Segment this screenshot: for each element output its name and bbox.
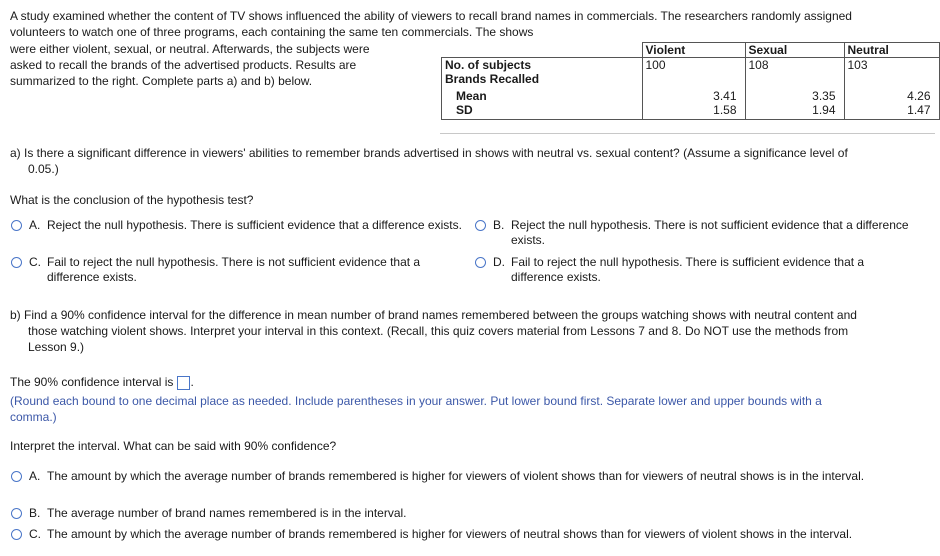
ci-hint-line-2: comma.) — [10, 410, 57, 424]
option-text: The average number of brand names remembered is in the interval. — [47, 506, 407, 520]
option-text: Fail to reject the null hypothesis. There is not sufficient evidence that a difference exists. — [47, 255, 421, 284]
subjects-violent: 100 — [642, 58, 745, 73]
mean-neutral: 4.26 — [844, 89, 939, 103]
option-text: Fail to reject the null hypothesis. There is sufficient evidence that a difference exists. — [511, 255, 865, 284]
radio-icon[interactable] — [11, 257, 22, 268]
header-violent: Violent — [642, 43, 745, 58]
option-letter: A. — [29, 469, 41, 483]
intro-line-5: summarized to the right. Complete parts a) and b) below. — [10, 74, 313, 88]
option-text: Reject the null hypothesis. There is sufficient evidence that a difference exists. — [47, 218, 462, 232]
ci-prompt: The 90% confidence interval is — [10, 375, 174, 389]
intro-line-4: asked to recall the brands of the advertised products. Results are — [10, 58, 357, 72]
radio-icon[interactable] — [475, 220, 486, 231]
part-a-question-line-1: a) Is there a significant difference in viewers' abilities to remember brands advertised in shows with neutral vs. sexual content? (Assume a significance level of — [10, 146, 848, 160]
option-text: The amount by which the average number of brands remembered is higher for viewers of violent shows than for viewers of neutral shows is in the interval. — [47, 469, 865, 483]
radio-icon[interactable] — [11, 529, 22, 540]
subjects-neutral: 103 — [844, 58, 939, 73]
part-a-option-d[interactable] — [475, 255, 915, 285]
header-neutral: Neutral — [844, 43, 939, 58]
part-a-option-a[interactable] — [11, 218, 471, 233]
option-letter: C. — [29, 255, 41, 269]
data-table — [441, 42, 940, 120]
option-letter: B. — [493, 218, 505, 232]
sd-violent: 1.58 — [642, 103, 745, 120]
part-a-option-c[interactable] — [11, 255, 471, 285]
ci-answer-input[interactable] — [177, 376, 190, 390]
part-b-question-line-1: b) Find a 90% confidence interval for the difference in mean number of brand names remembered between the groups watching shows with neutral content and — [10, 308, 857, 322]
radio-icon[interactable] — [475, 257, 486, 268]
part-a-prompt: What is the conclusion of the hypothesis test? — [10, 193, 254, 207]
row-label-mean: Mean — [442, 89, 643, 103]
part-b-question-line-3: Lesson 9.) — [28, 340, 85, 354]
ci-hint-line-1: (Round each bound to one decimal place as needed. Include parentheses in your answer. Put lower bound first. Separate lower and upper bounds with a — [10, 394, 822, 408]
section-divider — [440, 133, 935, 134]
part-a-option-b[interactable] — [475, 218, 915, 248]
intro-line-2: volunteers to watch one of three programs, each containing the same ten commercials. The shows — [10, 25, 534, 39]
part-a-question-line-2: 0.05.) — [28, 162, 59, 176]
row-label-subjects: No. of subjects — [442, 58, 643, 73]
radio-icon[interactable] — [11, 508, 22, 519]
part-b-question-line-2: those watching violent shows. Interpret your interval in this context. (Recall, this quiz covers material from Lessons 7 and 8. Do NOT use the methods from — [28, 324, 849, 338]
ci-prompt-row — [10, 375, 194, 390]
part-b-option-b[interactable] — [11, 506, 926, 521]
option-letter: C. — [29, 527, 41, 541]
header-sexual: Sexual — [745, 43, 844, 58]
part-b-option-a[interactable] — [11, 469, 891, 484]
sd-sexual: 1.94 — [745, 103, 844, 120]
row-label-brands: Brands Recalled — [442, 72, 643, 89]
mean-violent: 3.41 — [642, 89, 745, 103]
radio-icon[interactable] — [11, 471, 22, 482]
option-letter: D. — [493, 255, 505, 269]
part-b-option-c[interactable] — [11, 527, 936, 542]
option-text: Reject the null hypothesis. There is not sufficient evidence that a difference exists. — [511, 218, 909, 247]
intro-line-1: A study examined whether the content of TV shows influenced the ability of viewers to recall brand names in commercials. The researchers randomly assigned — [10, 9, 852, 23]
option-letter: B. — [29, 506, 41, 520]
radio-icon[interactable] — [11, 220, 22, 231]
subjects-sexual: 108 — [745, 58, 844, 73]
mean-sexual: 3.35 — [745, 89, 844, 103]
option-text: The amount by which the average number of brands remembered is higher for viewers of neutral shows than for viewers of violent shows in the interval. — [47, 527, 853, 541]
intro-line-3: were either violent, sexual, or neutral. Afterwards, the subjects were — [10, 42, 370, 56]
sd-neutral: 1.47 — [844, 103, 939, 120]
ci-period: . — [190, 375, 194, 389]
option-letter: A. — [29, 218, 41, 232]
row-label-sd: SD — [442, 103, 643, 120]
interpret-prompt: Interpret the interval. What can be said with 90% confidence? — [10, 439, 337, 453]
